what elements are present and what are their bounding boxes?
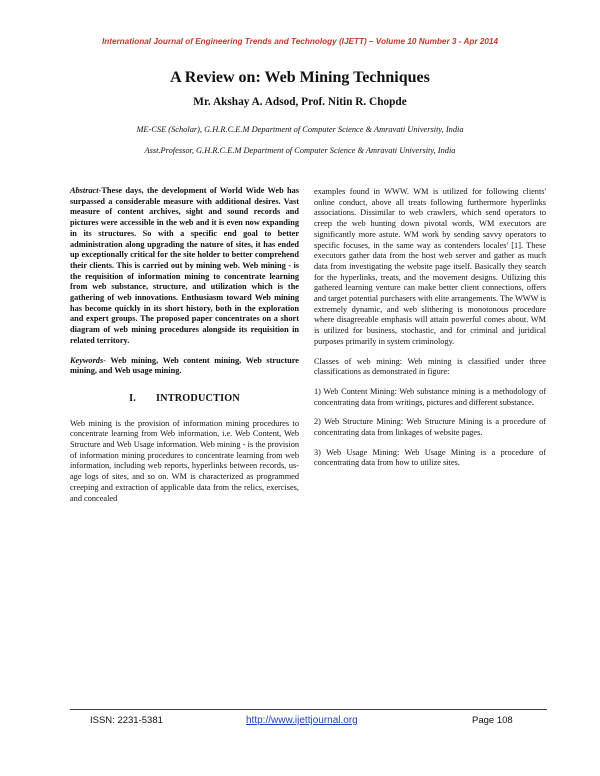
section-title: INTRODUCTION [156,392,240,404]
footer-divider [70,709,547,710]
paper-authors: Mr. Akshay A. Adsod, Prof. Nitin R. Chopde [193,96,407,108]
right-paragraph-1: examples found in WWW. WM is utilized for following clients' online conduct, above all treats following furthermore hyperlinks associations. Dissimilar to web crawlers, which send operators to creep the web hunting down pivotal words, WM executors are significantly more astute. WM work by sending savvy operators to specific focuses, in the same way as contenders locales' [1]. These executors gather data from the host web server and gather as much data from investigating the website page itself. Basically they search for the hyperlinks, treats, and the movement designs. Utilizing this gathered learning venture can make better client connections, offers and target potential purchasers with elite arrangements. The WWW is extremely dynamic, and web slithering is monotonous procedure where disagreeable emphasis will attain powerful comes about. WM is utilized for business, stochastic, and for criminal and juridical purposes primarily in system criminology. [314,187,546,346]
section-number: I. [129,392,136,404]
left-column [70,186,299,513]
footer-journal-link[interactable]: http://www.ijettjournal.org [246,715,358,726]
right-paragraph-3: 1) Web Content Mining: Web substance mining is a methodology of concentrating data from writings, pictures and different substance. [314,386,546,407]
keywords-label: Keywords- [70,355,106,365]
section-heading-introduction [70,394,299,405]
footer-page-number: Page 108 [472,715,513,726]
right-paragraph-2: Classes of web mining: Web mining is classified under three classifications as demonstrated in figure: [314,356,546,377]
keywords [70,356,299,377]
abstract-text: These days, the development of World Wide Web has surpassed a considerable measure with additional desires. Vast measure of content archives, sight and sound records and pictures were accessible in the web and it is even now expanding in its structures. So with a specific end goal to better administration along upgrading the nature of sites, it has ended up exceptionally critical for the site holder to better comprehend their clients. This is carried out by mining web. Web mining - is the requisition of information mining to concentrate learning from web substance, structure, and utilization which is the gathering of web innovations. Enthusiasm toward Web mining has become quickly in its short history, both in the exploration and expert groups. The proposed paper concentrates on a short diagram of web mining procedures alongside its requisition in related territory. [70,186,299,345]
right-paragraph-4: 2) Web Structure Mining: Web Structure Mining is a procedure of concentrating data from linkages of website pages. [314,417,546,438]
right-paragraph-5: 3) Web Usage Mining: Web Usage Mining is a procedure of concentrating data from how to utilize sites. [314,447,546,468]
abstract [70,186,299,347]
right-column [314,187,546,478]
abstract-label: Abstract- [70,186,102,195]
paper-title: A Review on: Web Mining Techniques [170,69,430,86]
footer-issn: ISSN: 2231-5381 [90,715,163,726]
keywords-text: Web mining, Web content mining, Web structure mining, and Web usage mining. [70,355,299,376]
intro-paragraph: Web mining is the provision of information mining procedures to concentrate learning from Web information, i.e. Web Content, Web Structure and Web Usage information. Web mining - is the provision of information mining procedures to concentrate learning from web information, including web reports, hyperlinks between records, us-age logs of sites, and so on. WM is characterized as programmed creeping and extraction of applicable data from the relics, exercises, and concealed [70,418,299,503]
affiliation-1: ME-CSE (Scholar), G.H.R.C.E.M Department of Computer Science & Amravati University, India [136,125,464,134]
affiliation-2: Asst.Professor, G.H.R.C.E.M Department of Computer Science & Amravati University, India [144,146,456,155]
journal-header: International Journal of Engineering Trends and Technology (IJETT) – Volume 10 Number 3 - Apr 2014 [101,37,499,46]
